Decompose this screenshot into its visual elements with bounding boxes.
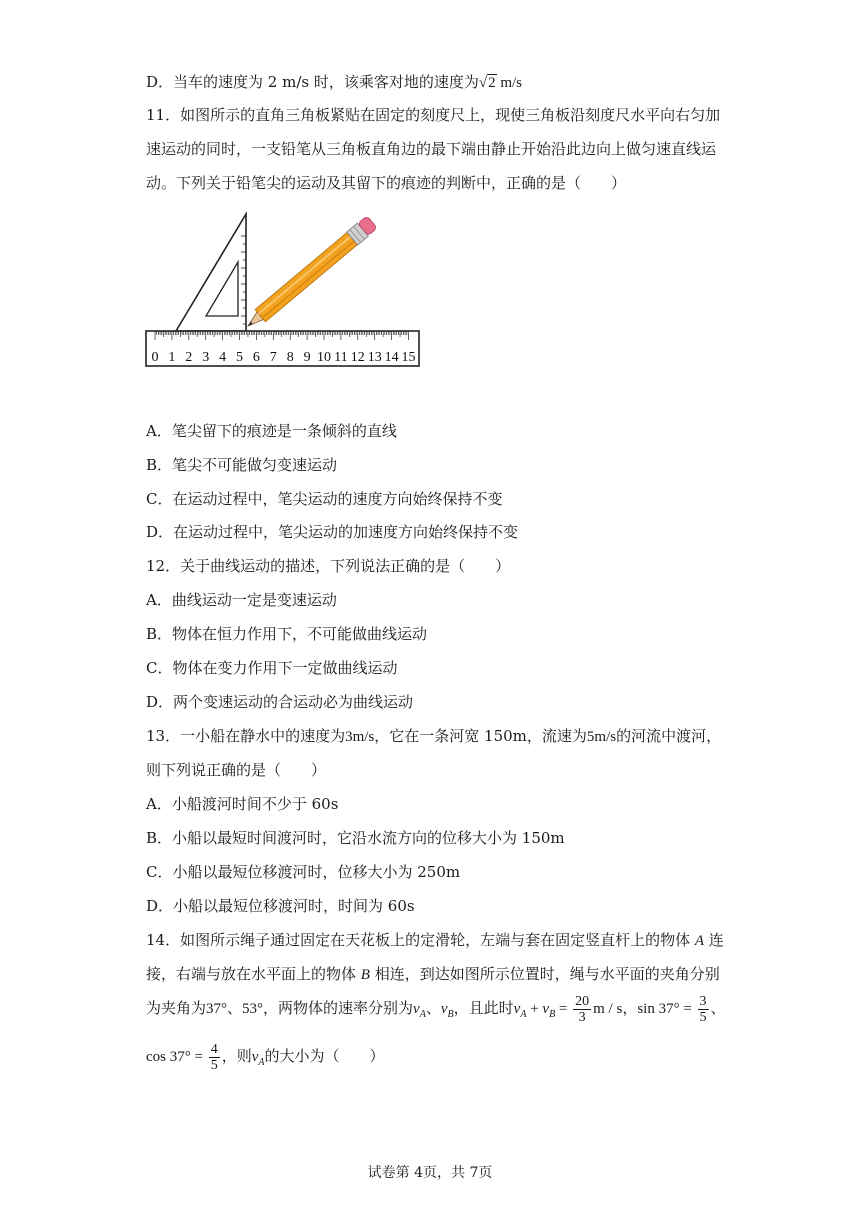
q13-stem-line-2: 则下列说正确的是（ ） [146, 761, 327, 779]
q14-stem-line-1: 14．如图所示绳子通过固定在天花板上的定滑轮，左端与套在固定竖直杆上的物体 A 连 [146, 931, 724, 949]
ruler-label: 11 [334, 350, 348, 365]
q13-option-d: D．小船以最短位移渡河时，时间为 60s [146, 897, 415, 915]
q11-option-c: C．在运动过程中，笔尖运动的速度方向始终保持不变 [146, 490, 503, 508]
ruler-label: 13 [367, 350, 382, 365]
ruler-label: 1 [168, 350, 176, 365]
ruler-label: 9 [303, 350, 311, 365]
fraction-20-3: $\frac{20}{3}$ [575, 993, 590, 1025]
q13-option-a: A．小船渡河时间不少于 60s [146, 795, 339, 813]
q12-option-b: B．物体在恒力作用下，不可能做曲线运动 [146, 625, 428, 643]
fraction-4-5: $\frac{4}{5}$ [210, 1041, 218, 1073]
q14-stem-line-2: 接，右端与放在水平面上的物体 B 相连，到达如图所示位置时，绳与水平面的夹角分别 [146, 965, 720, 983]
ruler-label: 12 [350, 350, 365, 365]
pencil-icon [243, 215, 378, 332]
q11-stem-line-3: 动。下列关于铅笔尖的运动及其留下的痕迹的判断中，正确的是（ ） [146, 174, 627, 192]
q12-option-a: A．曲线运动一定是变速运动 [146, 591, 337, 609]
ruler-label: 3 [202, 350, 210, 365]
ruler-label: 6 [252, 350, 260, 365]
page-footer: 试卷第 4页，共 7页 [367, 1165, 493, 1181]
triangle-ruler-pencil-figure [144, 206, 424, 374]
set-square-cutout [206, 262, 238, 316]
ruler-label: 8 [286, 350, 294, 365]
q11-option-a: A．笔尖留下的痕迹是一条倾斜的直线 [146, 422, 397, 440]
q14-stem-line-4: cos 37° = $\frac{4}{5}$ ，则$v_A$的大小为（ ） [146, 1041, 385, 1073]
q11-option-b: B．笔尖不可能做匀变速运动 [146, 456, 338, 474]
ruler-label: 5 [236, 350, 243, 365]
q11-option-d: D．在运动过程中，笔尖运动的加速度方向始终保持不变 [146, 523, 519, 541]
q11-stem-line-1: 11．如图所示的直角三角板紧贴在固定的刻度尺上，现使三角板沿刻度尺水平向右匀加 [146, 106, 721, 124]
q11-stem-line-2: 速运动的同时，一支铅笔从三角板直角边的最下端由静止开始沿此边向上做匀速直线运 [146, 140, 717, 158]
set-square-icon [176, 214, 246, 331]
fraction-3-5: $\frac{3}{5}$ [699, 993, 707, 1025]
q13-option-c: C．小船以最短位移渡河时，位移大小为 250m [146, 863, 461, 881]
ruler-label: 2 [185, 350, 193, 365]
q13-option-b: B．小船以最短时间渡河时，它沿水流方向的位移大小为 150m [146, 829, 565, 847]
ruler-label: 10 [317, 350, 331, 365]
q12-stem: 12．关于曲线运动的描述，下列说法正确的是（ ） [146, 557, 511, 575]
q14-stem-line-3: 为夹角为37°、53°，两物体的速率分别为$v_A$、$v_B$，且此时$v_A + v_B$ = $\frac{20}{3}$ m / s，sin 37° = $\frac{3}{5}$ 、 [146, 993, 726, 1025]
q12-option-d: D．两个变速运动的合运动必为曲线运动 [146, 693, 414, 711]
ruler-label: 14 [384, 350, 399, 365]
q13-stem-line-1: 13．一小船在静水中的速度为3m/s，它在一条河宽 150m，流速为5m/s的河流中渡河， [146, 727, 722, 745]
q10-option-d: D．当车的速度为 2 m/s 时，该乘客对地的速度为√2 m/s [146, 73, 523, 91]
ruler-label: 15 [401, 350, 416, 365]
q12-option-c: C．物体在变力作用下一定做曲线运动 [146, 659, 398, 677]
ruler-label: 0 [151, 350, 159, 365]
sqrt-symbol: √2 [478, 75, 496, 91]
ruler-label: 4 [219, 350, 227, 365]
ruler-label: 7 [269, 350, 277, 365]
